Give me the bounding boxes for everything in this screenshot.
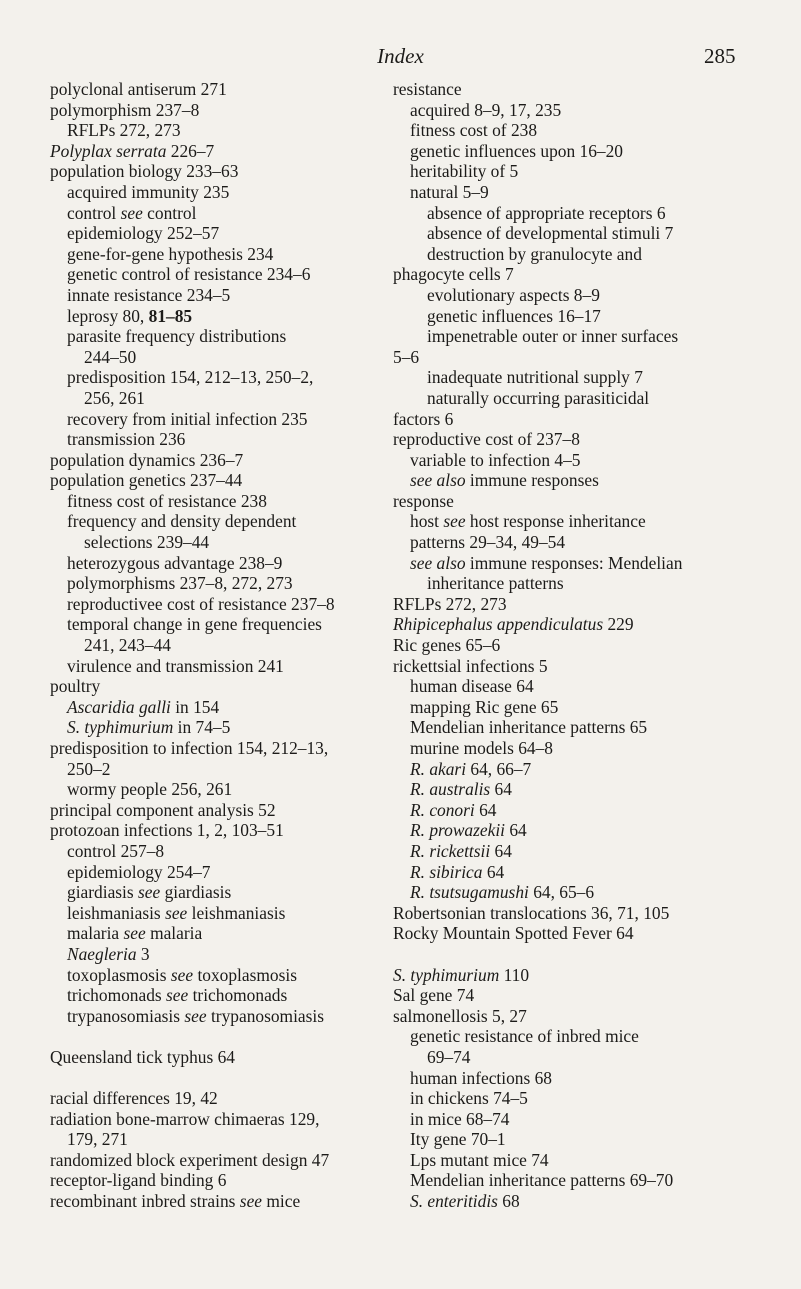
index-text: polymorphisms 237–8, 272, 273 (67, 573, 293, 594)
index-text: inheritance patterns (427, 573, 564, 594)
index-text: Ascaridia galli (67, 696, 171, 717)
index-text: reproductivee cost of resistance 237–8 (67, 593, 335, 614)
index-text: innate resistance 234–5 (67, 284, 231, 305)
index-subentry (393, 347, 738, 368)
index-entry (393, 965, 738, 986)
index-text: epidemiology 252–57 (67, 223, 220, 244)
index-text: R. sibirica (410, 861, 483, 882)
index-subentry (50, 635, 380, 656)
index-text: trichomonads (188, 985, 288, 1006)
index-text: leishmaniasis (187, 902, 286, 923)
index-column-right (393, 79, 738, 1212)
index-subentry (393, 532, 738, 553)
index-entry (50, 450, 380, 471)
index-subentry (50, 903, 380, 924)
index-text: receptor-ligand binding 6 (50, 1170, 227, 1191)
index-spacer (50, 1068, 380, 1089)
running-head-title: Index (377, 44, 424, 68)
index-text: genetic influences 16–17 (427, 305, 601, 326)
index-subentry (393, 882, 738, 903)
index-subentry (393, 800, 738, 821)
index-text: factors 6 (393, 408, 454, 429)
index-text: Rocky Mountain Spotted Fever 64 (393, 923, 634, 944)
index-text: trypanosomiasis (67, 1005, 185, 1026)
index-subentry (50, 985, 380, 1006)
index-text: fitness cost of resistance 238 (67, 490, 267, 511)
index-entry (50, 1150, 380, 1171)
index-entry (50, 79, 380, 100)
index-subentry (393, 717, 738, 738)
index-subentry (393, 223, 738, 244)
index-subentry (50, 1006, 380, 1027)
index-entry (50, 1088, 380, 1109)
index-subentry (393, 862, 738, 883)
index-text: S. enteritidis (410, 1191, 498, 1212)
index-text: acquired immunity 235 (67, 181, 230, 202)
index-text: naturally occurring parasiticidal (427, 387, 650, 408)
index-text: Mendelian inheritance patterns 65 (410, 717, 648, 738)
index-subentry (393, 244, 738, 265)
index-text: 3 (136, 943, 150, 964)
index-text: 64 (474, 799, 497, 820)
index-subentry (50, 532, 380, 553)
index-entry (393, 903, 738, 924)
index-text: Naegleria (67, 943, 137, 964)
index-subentry (50, 923, 380, 944)
index-entry (393, 594, 738, 615)
index-text: salmonellosis 5, 27 (393, 1005, 527, 1026)
index-subentry (393, 759, 738, 780)
index-subentry (393, 470, 738, 491)
index-text: see (123, 923, 146, 944)
index-text: trichomonads (67, 985, 167, 1006)
index-spacer (393, 944, 738, 965)
index-entry (50, 1191, 380, 1212)
index-entry (50, 100, 380, 121)
index-text: genetic resistance of inbred mice (410, 1026, 639, 1047)
index-subentry (393, 100, 738, 121)
index-subentry (393, 697, 738, 718)
index-subentry (393, 264, 738, 285)
index-subentry (393, 841, 738, 862)
index-text: in 154 (170, 696, 220, 717)
index-entry (393, 656, 738, 677)
index-text: control 257–8 (67, 840, 165, 861)
index-text: 64 (505, 820, 527, 841)
index-text: see (165, 902, 188, 923)
index-entry (393, 491, 738, 512)
index-text: 64 (482, 861, 505, 882)
index-subentry (50, 944, 380, 965)
index-text: inadequate nutritional supply 7 (427, 367, 643, 388)
index-text: 110 (499, 964, 530, 985)
index-entry (50, 470, 380, 491)
index-subentry (50, 717, 380, 738)
index-subentry (393, 203, 738, 224)
index-text: gene-for-gene hypothesis 234 (67, 243, 274, 264)
index-text: 229 (603, 614, 634, 635)
index-text: patterns 29–34, 49–54 (410, 532, 566, 553)
index-subentry (393, 511, 738, 532)
index-subentry (50, 553, 380, 574)
index-text: murine models 64–8 (410, 738, 553, 758)
page-number: 285 (704, 44, 736, 68)
index-subentry (393, 676, 738, 697)
index-text: fitness cost of 238 (410, 120, 538, 141)
index-text: Ity gene 70–1 (410, 1129, 506, 1150)
index-text: phagocyte cells 7 (393, 264, 514, 285)
index-text: frequency and density dependent (67, 511, 297, 532)
index-text: genetic control of resistance 234–6 (67, 264, 311, 285)
index-entry (50, 141, 380, 162)
index-text: absence of developmental stimuli 7 (427, 223, 674, 244)
index-subentry (50, 182, 380, 203)
index-entry (50, 1170, 380, 1191)
index-text: malaria (145, 923, 203, 944)
index-text: in chickens 74–5 (410, 1088, 528, 1109)
index-text: human infections 68 (410, 1067, 552, 1088)
index-text: see (184, 1005, 207, 1026)
index-subentry (393, 1109, 738, 1130)
index-subentry (50, 759, 380, 780)
index-subentry (393, 326, 738, 347)
index-entry (393, 429, 738, 450)
index-subentry (50, 573, 380, 594)
index-text: evolutionary aspects 8–9 (427, 284, 600, 305)
index-entry (50, 161, 380, 182)
index-subentry (50, 244, 380, 265)
index-text: R. australis (410, 779, 491, 800)
index-column-left (50, 79, 380, 1212)
index-subentry (50, 367, 380, 388)
index-text: acquired 8–9, 17, 235 (410, 99, 562, 120)
index-text: resistance (393, 79, 462, 99)
index-text: population biology 233–63 (50, 161, 239, 182)
index-text: malaria (67, 923, 124, 944)
index-subentry (393, 1047, 738, 1068)
index-entry (50, 738, 380, 759)
index-subentry (393, 450, 738, 471)
index-text: toxoplasmosis (193, 964, 297, 985)
index-text: Robertsonian translocations 36, 71, 105 (393, 902, 670, 923)
index-entry (50, 800, 380, 821)
index-subentry (393, 1191, 738, 1212)
index-text: Polyplax serrata (50, 140, 167, 161)
index-entry (50, 1047, 380, 1068)
index-text: genetic influences upon 16–20 (410, 140, 623, 161)
index-subentry (393, 182, 738, 203)
index-text: human disease 64 (410, 676, 534, 697)
index-text: epidemiology 254–7 (67, 861, 211, 882)
index-text: R. akari (410, 758, 467, 779)
index-text: control (67, 202, 121, 223)
index-text: Lps mutant mice 74 (410, 1149, 549, 1170)
index-subentry (393, 779, 738, 800)
index-text: in 74–5 (173, 717, 231, 738)
index-subentry (50, 409, 380, 430)
index-subentry (50, 614, 380, 635)
index-spacer (50, 1026, 380, 1047)
index-text: parasite frequency distributions (67, 326, 287, 347)
index-text: response (393, 490, 454, 511)
index-subentry (393, 1026, 738, 1047)
index-text: see also (410, 552, 466, 573)
index-text: mice (262, 1191, 301, 1212)
index-text: leprosy 80, (67, 305, 149, 326)
index-subentry (393, 161, 738, 182)
index-entry (50, 820, 380, 841)
index-subentry (50, 1129, 380, 1150)
index-text: selections 239–44 (84, 532, 210, 553)
index-text: see (170, 964, 194, 985)
index-text: polyclonal antiserum 271 (50, 79, 227, 99)
index-text: 226–7 (166, 140, 215, 161)
index-subentry (393, 1129, 738, 1150)
index-text: predisposition to infection 154, 212–13, (50, 738, 329, 758)
index-text: R. tsutsugamushi (410, 882, 529, 903)
index-text: 64, 65–6 (528, 882, 595, 903)
index-text: natural 5–9 (410, 181, 489, 202)
index-text: see (239, 1191, 263, 1212)
index-text: S. typhimurium (67, 717, 174, 738)
index-subentry (393, 367, 738, 388)
index-subentry (393, 1068, 738, 1089)
index-subentry (50, 326, 380, 347)
index-text: 81–85 (148, 305, 193, 326)
index-entry (393, 635, 738, 656)
index-text: population dynamics 236–7 (50, 449, 244, 470)
index-text: in mice 68–74 (410, 1108, 510, 1129)
index-text: Queensland tick typhus 64 (50, 1046, 235, 1067)
index-text: racial differences 19, 42 (50, 1088, 218, 1109)
index-subentry (393, 1088, 738, 1109)
index-text: 179, 271 (67, 1129, 128, 1150)
index-subentry (393, 820, 738, 841)
index-subentry (50, 347, 380, 368)
index-text: randomized block experiment design 47 (50, 1149, 330, 1170)
index-subentry (50, 511, 380, 532)
index-text: R. rickettsii (410, 840, 491, 861)
index-subentry (50, 882, 380, 903)
index-text: population genetics 237–44 (50, 470, 243, 491)
index-text: reproductive cost of 237–8 (393, 429, 580, 450)
index-text: trypanosomiasis (206, 1005, 324, 1026)
index-text: Mendelian inheritance patterns 69–70 (410, 1170, 674, 1191)
index-entry (393, 1006, 738, 1027)
index-text: rickettsial infections 5 (393, 655, 548, 676)
index-subentry (50, 594, 380, 615)
index-subentry (393, 1170, 738, 1191)
index-entry (393, 79, 738, 100)
index-subentry (393, 738, 738, 759)
index-subentry (50, 306, 380, 327)
index-subentry (50, 429, 380, 450)
index-text: polymorphism 237–8 (50, 99, 200, 120)
index-text: 244–50 (84, 346, 137, 367)
index-subentry (50, 120, 380, 141)
index-subentry (50, 223, 380, 244)
index-text: 256, 261 (84, 387, 145, 408)
index-subentry (50, 656, 380, 677)
index-text: see (443, 511, 466, 532)
index-text: radiation bone-marrow chimaeras 129, (50, 1108, 320, 1129)
index-subentry (50, 285, 380, 306)
index-text: protozoan infections 1, 2, 103–51 (50, 820, 284, 841)
index-text: poultry (50, 676, 101, 697)
index-text: temporal change in gene frequencies (67, 614, 322, 635)
index-text: host response inheritance (465, 511, 646, 532)
index-text: 5–6 (393, 346, 420, 367)
index-text: predisposition 154, 212–13, 250–2, (67, 367, 314, 388)
index-subentry (393, 141, 738, 162)
index-subentry (50, 491, 380, 512)
index-text: see (120, 202, 143, 223)
index-text: giardiasis (160, 882, 232, 903)
index-subentry (393, 573, 738, 594)
index-text: control (142, 202, 197, 223)
index-subentry (393, 388, 738, 409)
index-text: Sal gene 74 (393, 985, 475, 1006)
index-text: R. conori (410, 799, 475, 820)
index-text: variable to infection 4–5 (410, 449, 581, 470)
index-subentry (50, 388, 380, 409)
index-text: R. prowazekii (410, 820, 505, 841)
index-text: Rhipicephalus appendiculatus (393, 614, 604, 635)
index-text: 69–74 (427, 1046, 471, 1067)
index-text: 64 (490, 779, 512, 800)
index-subentry (393, 306, 738, 327)
index-entry (393, 614, 738, 635)
index-subentry (50, 841, 380, 862)
index-subentry (50, 862, 380, 883)
index-text: 241, 243–44 (84, 635, 171, 656)
index-text: 250–2 (67, 758, 111, 779)
index-text: see (166, 985, 189, 1006)
index-text: immune responses: Mendelian (465, 552, 683, 573)
index-text: Ric genes 65–6 (393, 635, 501, 656)
index-subentry (50, 779, 380, 800)
index-text: absence of appropriate receptors 6 (427, 202, 666, 223)
index-text: see (138, 882, 161, 903)
index-subentry (50, 264, 380, 285)
index-subentry (393, 409, 738, 430)
index-text: host (410, 511, 444, 532)
index-text: impenetrable outer or inner surfaces (427, 326, 679, 347)
index-text: heterozygous advantage 238–9 (67, 552, 283, 573)
index-text: 64 (490, 840, 512, 861)
index-text: RFLPs 272, 273 (393, 593, 507, 614)
index-entry (50, 676, 380, 697)
index-text: recombinant inbred strains (50, 1191, 240, 1212)
index-text: transmission 236 (67, 429, 186, 450)
index-subentry (393, 1150, 738, 1171)
index-text: toxoplasmosis (67, 964, 171, 985)
index-subentry (393, 120, 738, 141)
index-text: 64, 66–7 (466, 758, 532, 779)
index-text: principal component analysis 52 (50, 799, 276, 820)
index-entry (50, 1109, 380, 1130)
index-entry (393, 985, 738, 1006)
index-text: wormy people 256, 261 (67, 779, 233, 800)
index-subentry (393, 285, 738, 306)
index-subentry (393, 553, 738, 574)
index-text: leishmaniasis (67, 902, 166, 923)
index-subentry (50, 203, 380, 224)
index-text: S. typhimurium (393, 964, 500, 985)
index-text: mapping Ric gene 65 (410, 696, 559, 717)
index-text: destruction by granulocyte and (427, 243, 642, 264)
index-subentry (50, 965, 380, 986)
index-text: giardiasis (67, 882, 138, 903)
index-subentry (50, 697, 380, 718)
index-text: recovery from initial infection 235 (67, 408, 308, 429)
index-text: immune responses (465, 470, 599, 491)
index-entry (393, 923, 738, 944)
index-text: see also (410, 470, 466, 491)
index-text: RFLPs 272, 273 (67, 120, 181, 141)
index-text: heritability of 5 (410, 161, 519, 182)
index-text: virulence and transmission 241 (67, 655, 284, 676)
index-text: 68 (497, 1191, 520, 1212)
